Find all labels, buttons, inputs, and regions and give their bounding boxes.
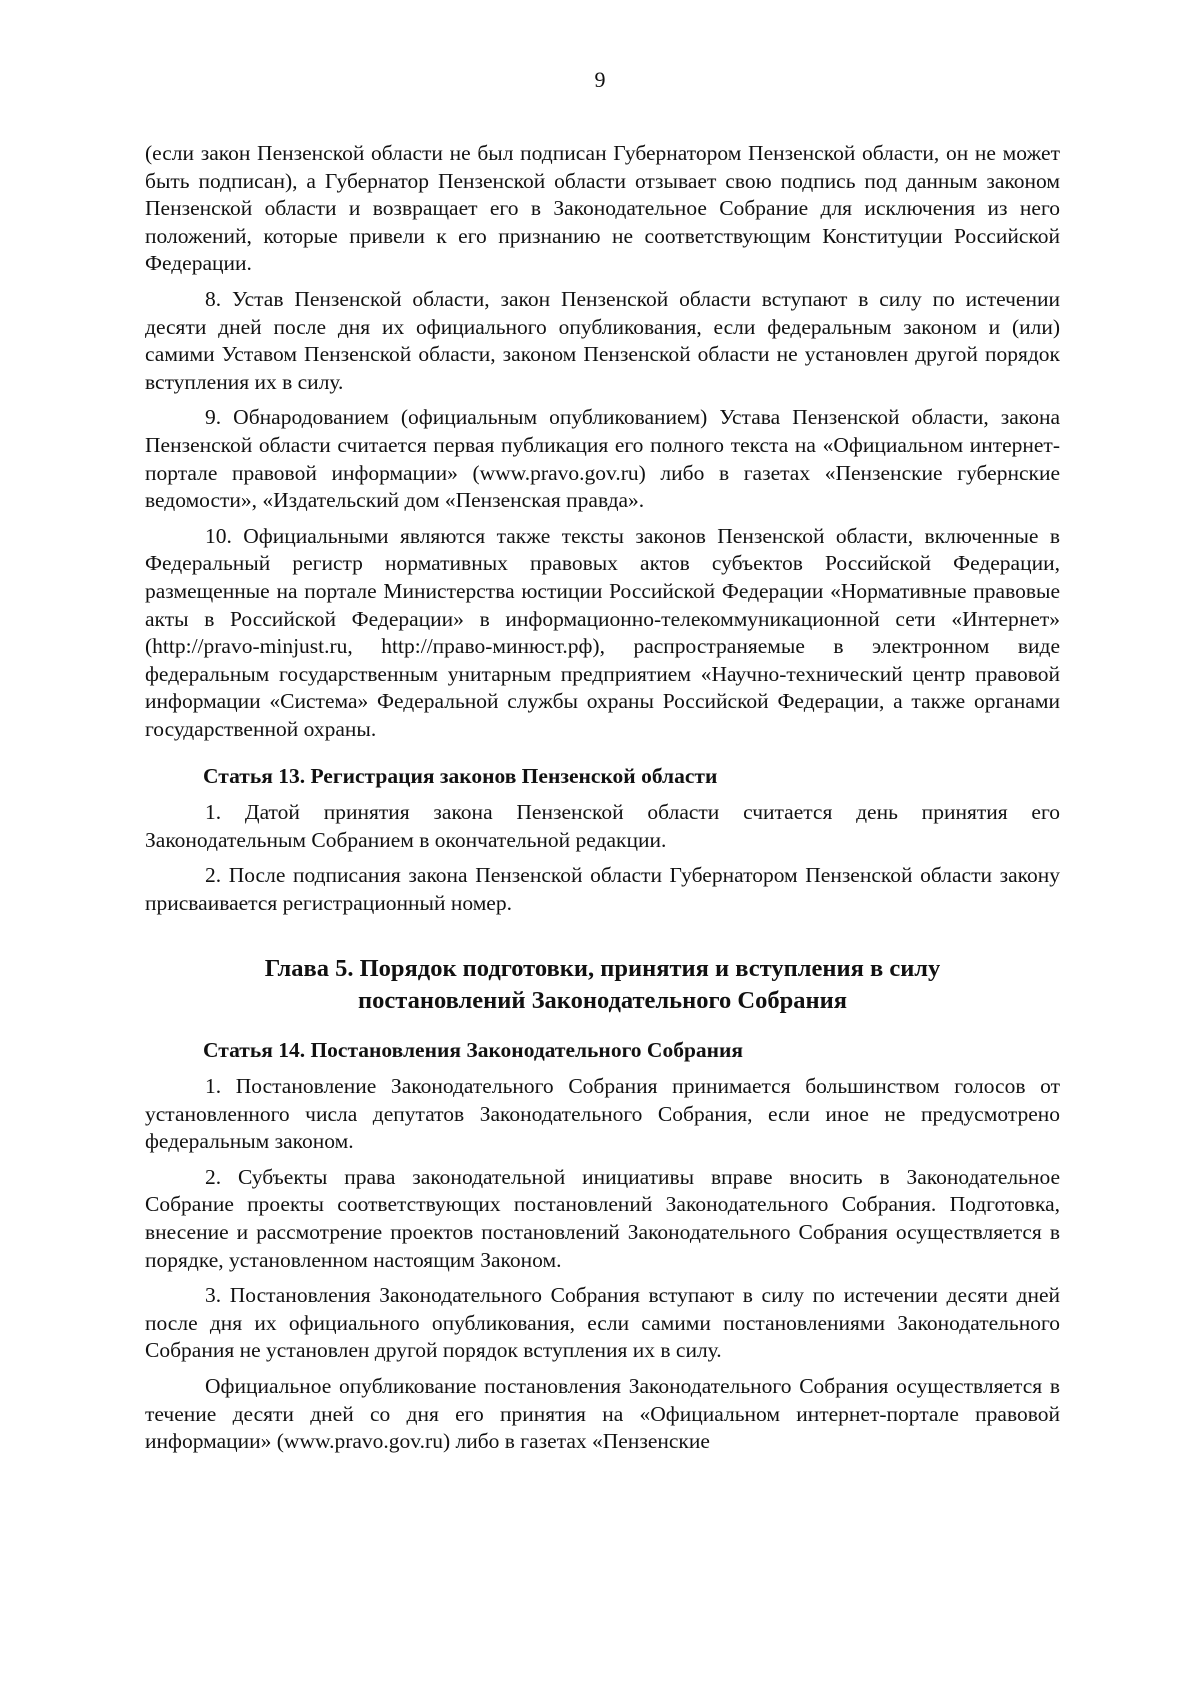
- paragraph-item-8: 8. Устав Пензенской области, закон Пензенской области вступают в силу по истечении десяти дней после дня их официального опубликования, если федеральным законом и (или) самими Уставом Пензенской области, законом Пензенской области не установлен другой порядок вступления их в силу.: [145, 286, 1060, 394]
- article-13-item-1: 1. Датой принятия закона Пензенской области считается день принятия его Законодательным Собранием в окончательной редакции.: [145, 800, 1060, 852]
- paragraph-item-9: 9. Обнародованием (официальным опубликованием) Устава Пензенской области, закона Пензенской области считается первая публикация его полного текста на «Официальном интернет-портале правовой информации» (www.pravo.gov.ru) либо в газетах «Пензенские губернские ведомости», «Издательский дом «Пензенская правда».: [145, 405, 1060, 513]
- paragraph-item-10: 10. Официальными являются также тексты законов Пензенской области, включенные в Федеральный регистр нормативных правовых актов субъектов Российской Федерации, размещенные на портале Министерства юстиции Российской Федерации «Нормативные правовые акты в Российской Федерации» в информационно-телекоммуникационной сети «Интернет» (http://pravo-minjust.ru, http://право-минюст.рф), распространяемые в электронном виде федеральным государственным унитарным предприятием «Научно-технический центр правовой информации «Система» Федеральной службы охраны Российской Федерации, а также органами государственной охраны.: [145, 523, 1060, 741]
- article-14-item-3: 3. Постановления Законодательного Собрания вступают в силу по истечении десяти дней после дня их официального опубликования, если самими постановлениями Законодательного Собрания не установлен другой порядок вступления их в силу.: [145, 1283, 1060, 1363]
- chapter-5-title: Глава 5. Порядок подготовки, принятия и вступления в силу постановлений Законодательного Собрания: [264, 955, 941, 1015]
- article-14-item-1: 1. Постановление Законодательного Собрания принимается большинством голосов от установленного числа депутатов Законодательного Собрания, если иное не предусмотрено федеральным законом.: [145, 1074, 1060, 1154]
- page-number: 9: [594, 67, 606, 92]
- article-13-item-2: 2. После подписания закона Пензенской области Губернатором Пензенской области закону присваивается регистрационный номер.: [145, 863, 1060, 915]
- article-14-title: Статья 14. Постановления Законодательного Собрания: [203, 1038, 744, 1063]
- article-14-publication-paragraph: Официальное опубликование постановления Законодательного Собрания осуществляется в течение десяти дней со дня его принятия на «Официальном интернет-портале правовой информации» (www.pravo.gov.ru) либо в газетах «Пензенские: [145, 1373, 1060, 1454]
- document-body: [145, 140, 1060, 1464]
- article-13-title: Статья 13. Регистрация законов Пензенской области: [203, 764, 718, 789]
- paragraph-continuation: (если закон Пензенской области не был подписан Губернатором Пензенской области, он не может быть подписан), а Губернатор Пензенской области отзывает свою подпись под данным законом Пензенской области и возвращает его в Законодательное Собрание для исключения из него положений, которые привели к его признанию не соответствующим Конституции Российской Федерации.: [145, 141, 1060, 276]
- article-14-item-2: 2. Субъекты права законодательной инициативы вправе вносить в Законодательное Собрание проекты соответствующих постановлений Законодательного Собрания. Подготовка, внесение и рассмотрение проектов постановлений Законодательного Собрания осуществляется в порядке, установленном настоящим Законом.: [145, 1164, 1060, 1272]
